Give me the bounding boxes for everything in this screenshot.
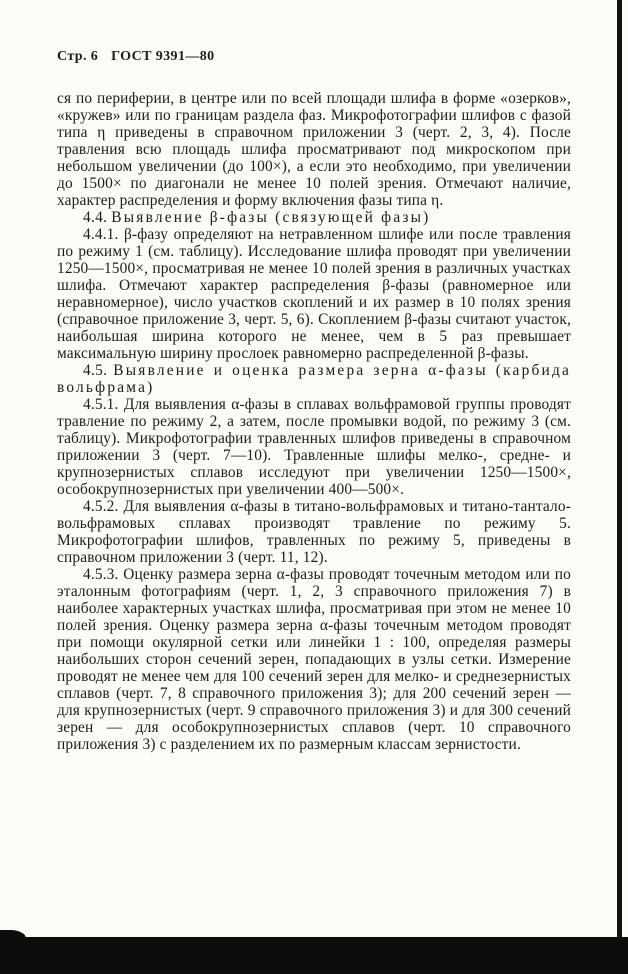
standard-number: ГОСТ 9391—80	[111, 49, 215, 64]
scan-edge-bottom	[0, 937, 628, 974]
section-heading-4-5	[57, 362, 571, 396]
section-number: 4.5.	[83, 362, 108, 379]
paragraph-continuation: ся по периферии, в центре или по всей площади шлифа в форме «озерков», «кружев» или по границам раздела фаз. Микрофотографии шлифов с фазой типа η приведены в справочном приложении 3 (черт. 2, 3, 4). После травления всю площадь шлифа просматривают под микроскопом при небольшом увеличении (до 100×), а если это необходимо, при увеличении до 1500× по диагонали не менее 10 полей зрения. Отмечают наличие, характер распределения и форму включения фазы типа η.	[57, 90, 571, 209]
section-number: 4.4.	[83, 209, 108, 226]
document-body	[57, 90, 571, 753]
section-title: Выявление и оценка размера зерна α-фазы (карбида вольфрама)	[57, 362, 571, 396]
clause-4-5-2: 4.5.2. Для выявления α-фазы в титано-вольфрамовых и титано-тантало-вольфрамовых сплавах производят травление по режиму 5. Микрофотографии шлифов, травленных по режиму 5, приведены в справочном приложении 3 (черт. 11, 12).	[57, 498, 571, 566]
clause-4-5-3: 4.5.3. Оценку размера зерна α-фазы проводят точечным методом или по эталонным фотографиям (черт. 1, 2, 3 справочного приложения 7) в наиболее характерных участках шлифа, просматривая при этом не менее 10 полей зрения. Оценку размера зерна α-фазы точечным методом проводят при помощи окулярной сетки или линейки 1 : 100, определяя размеры наибольших сторон сечений зерен, попадающих в узлы сетки. Измерение проводят не менее чем для 100 сечений зерен для мелко- и среднезернистых сплавов (черт. 7, 8 справочного приложения 3); для 200 сечений зерен — для крупнозернистых (черт. 9 справочного приложения 3) и для 300 сечений зерен — для особокрупнозернистых сплавов (черт. 10 справочного приложения 3) с разделением их по размерным классам зернистости.	[57, 566, 571, 753]
page-header	[57, 49, 215, 65]
clause-4-4-1: 4.4.1. β-фазу определяют на нетравленном шлифе или после травления по режиму 1 (см. таблицу). Исследование шлифа проводят при увеличении 1250—1500×, просматривая не менее 10 полей зрения в различных участках шлифа. Отмечают характер распределения β-фазы (равномерное или неравномерное), число участков скоплений и их размер в 10 полях зрения (справочное приложение 3, черт. 5, 6). Скоплением β-фазы считают участок, наибольшая ширина которого не менее, чем в 5 раз превышает максимальную ширину прослоек равномерно распределенной β-фазы.	[57, 226, 571, 362]
page-number-label: Стр. 6	[57, 49, 99, 64]
section-heading-4-4	[57, 209, 571, 226]
section-title: Выявление β-фазы (связующей фазы)	[111, 209, 431, 226]
scan-edge-right	[617, 0, 622, 974]
clause-4-5-1: 4.5.1. Для выявления α-фазы в сплавах вольфрамовой группы проводят травление по режиму 2, а затем, после промывки водой, по режиму 3 (см. таблицу). Микрофотографии травленных шлифов приведены в справочном приложении 3 (черт. 7—10). Травленные шлифы мелко-, средне- и крупнозернистых сплавов исследуют при увеличении 1250—1500×, особокрупнозернистых при увеличении 400—500×.	[57, 396, 571, 498]
